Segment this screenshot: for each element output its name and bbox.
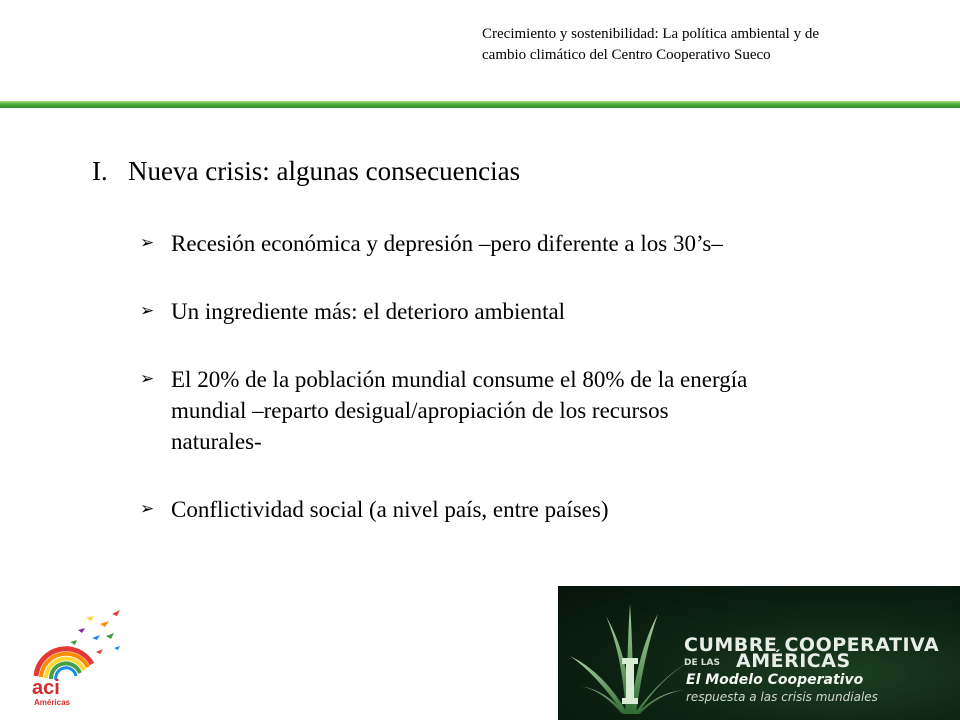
- rainbow-birds-logo: [36, 610, 120, 680]
- banner-subtitle: El Modelo Cooperativo: [686, 672, 864, 688]
- bullet-text: Un ingrediente más: el deterioro ambiental: [171, 299, 566, 324]
- bullet-text-line: naturales-: [171, 429, 262, 454]
- aci-americas-logo: [22, 598, 130, 708]
- header-divider: [0, 101, 960, 108]
- slide-title: [92, 156, 520, 187]
- arrow-bullet-icon: ➢: [140, 301, 155, 321]
- header-line-2: cambio climático del Centro Cooperativo Sueco: [482, 47, 771, 63]
- title-text: Nueva crisis: algunas consecuencias: [128, 156, 521, 186]
- banner-title-line-2: AMÉRICAS: [736, 650, 851, 672]
- arrow-bullet-icon: ➢: [140, 369, 155, 389]
- banner-de-las: DE LAS: [684, 658, 720, 668]
- bullet-text-line: mundial –reparto desigual/apropiación de los recursos: [171, 398, 669, 423]
- bullet-item: [140, 494, 920, 525]
- banner-title-line-1: CUMBRE COOPERATIVA: [684, 634, 940, 656]
- cumbre-cooperativa-banner: [558, 586, 960, 720]
- agave-plant-logo: [566, 594, 696, 720]
- title-number: I.: [92, 156, 108, 186]
- bullet-text: Conflictividad social (a nivel país, entre países): [171, 497, 609, 522]
- bullet-item: [140, 296, 920, 327]
- aci-logo-text: aci: [32, 677, 60, 699]
- bullet-text: Recesión económica y depresión –pero diferente a los 30’s–: [171, 231, 723, 256]
- bullet-list: [140, 228, 920, 525]
- arrow-bullet-icon: ➢: [140, 499, 155, 519]
- bullet-item: [140, 228, 920, 259]
- bullet-text-line: El 20% de la población mundial consume el 80% de la energía: [171, 367, 748, 392]
- header-line-1: Crecimiento y sostenibilidad: La política ambiental y de: [482, 26, 819, 42]
- header-text: [482, 24, 922, 66]
- bullet-text: [171, 364, 920, 457]
- banner-tagline: respuesta a las crisis mundiales: [686, 690, 878, 704]
- aci-logo-subtext: Américas: [34, 698, 71, 707]
- arrow-bullet-icon: ➢: [140, 233, 155, 253]
- bullet-item: [140, 364, 920, 457]
